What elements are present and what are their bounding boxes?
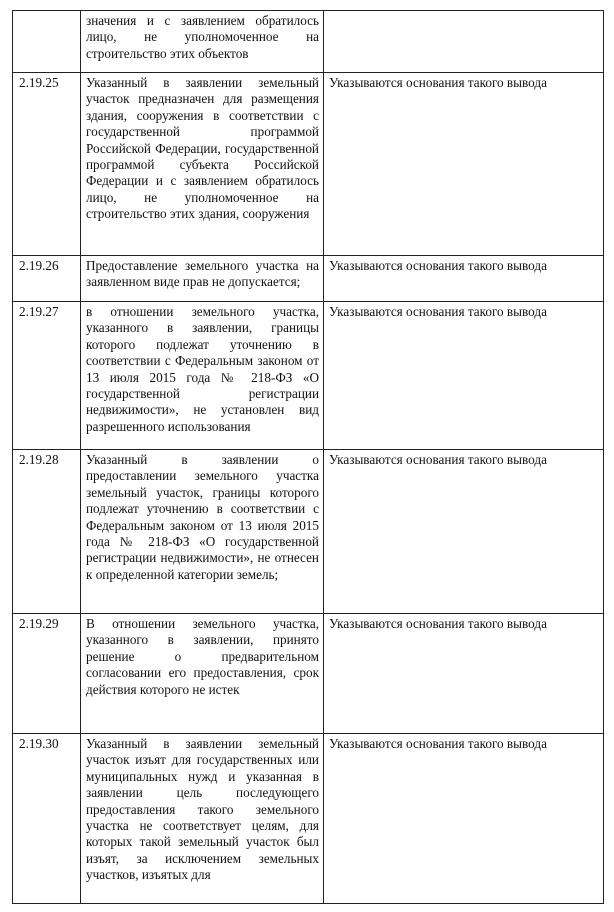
table-row: [13, 73, 604, 256]
row-description: Указанный в заявлении о предоставлении земельного участка земельный участок, границы которого подлежат уточнению в соответствии с Федеральным законом от 13 июля 2015 года № 218-ФЗ «О государственной регистрации недвижимости», не отнесен к определенной категории земель;: [81, 450, 324, 614]
row-result: [324, 11, 604, 73]
table-row: [13, 256, 604, 302]
table-row: [13, 450, 604, 614]
row-number: [13, 11, 81, 73]
table-row: [13, 734, 604, 904]
row-description: значения и с заявлением обратилось лицо, не уполномоченное на строительство этих объектов: [81, 11, 324, 73]
row-description: в отношении земельного участка, указанного в заявлении, границы которого подлежат уточнению в соответствии с Федеральным законом от 13 июля 2015 года № 218-ФЗ «О государственной регистрации недвижимости», не установлен вид разрешенного использования: [81, 302, 324, 450]
table-row: [13, 614, 604, 734]
row-result: Указываются основания такого вывода: [324, 734, 604, 904]
row-number: 2.19.29: [13, 614, 81, 734]
row-description: Предоставление земельного участка на заявленном виде прав не допускается;: [81, 256, 324, 302]
row-result: Указываются основания такого вывода: [324, 450, 604, 614]
table-row: [13, 302, 604, 450]
row-description: Указанный в заявлении земельный участок предназначен для размещения здания, сооружения в соответствии с государственной программой Российской Федерации, государственной программой субъекта Российской Федерации и с заявлением обратилось лицо, не уполномоченное на строительство этих здания, сооружения: [81, 73, 324, 256]
row-result: Указываются основания такого вывода: [324, 614, 604, 734]
row-result: Указываются основания такого вывода: [324, 73, 604, 256]
grounds-table: [12, 10, 604, 904]
row-number: 2.19.27: [13, 302, 81, 450]
row-number: 2.19.28: [13, 450, 81, 614]
row-number: 2.19.30: [13, 734, 81, 904]
row-number: 2.19.25: [13, 73, 81, 256]
row-result: Указываются основания такого вывода: [324, 256, 604, 302]
document-page: [12, 10, 603, 904]
row-result: Указываются основания такого вывода: [324, 302, 604, 450]
row-description: В отношении земельного участка, указанного в заявлении, принято решение о предварительном согласовании его предоставления, срок действия которого не истек: [81, 614, 324, 734]
row-number: 2.19.26: [13, 256, 81, 302]
row-description: Указанный в заявлении земельный участок изъят для государственных или муниципальных нужд и указанная в заявлении цель последующего предоставления такого земельного участка не соответствует целям, для которых такой земельный участок был изъят, за исключением земельных участков, изъятых для: [81, 734, 324, 904]
table-row: [13, 11, 604, 73]
